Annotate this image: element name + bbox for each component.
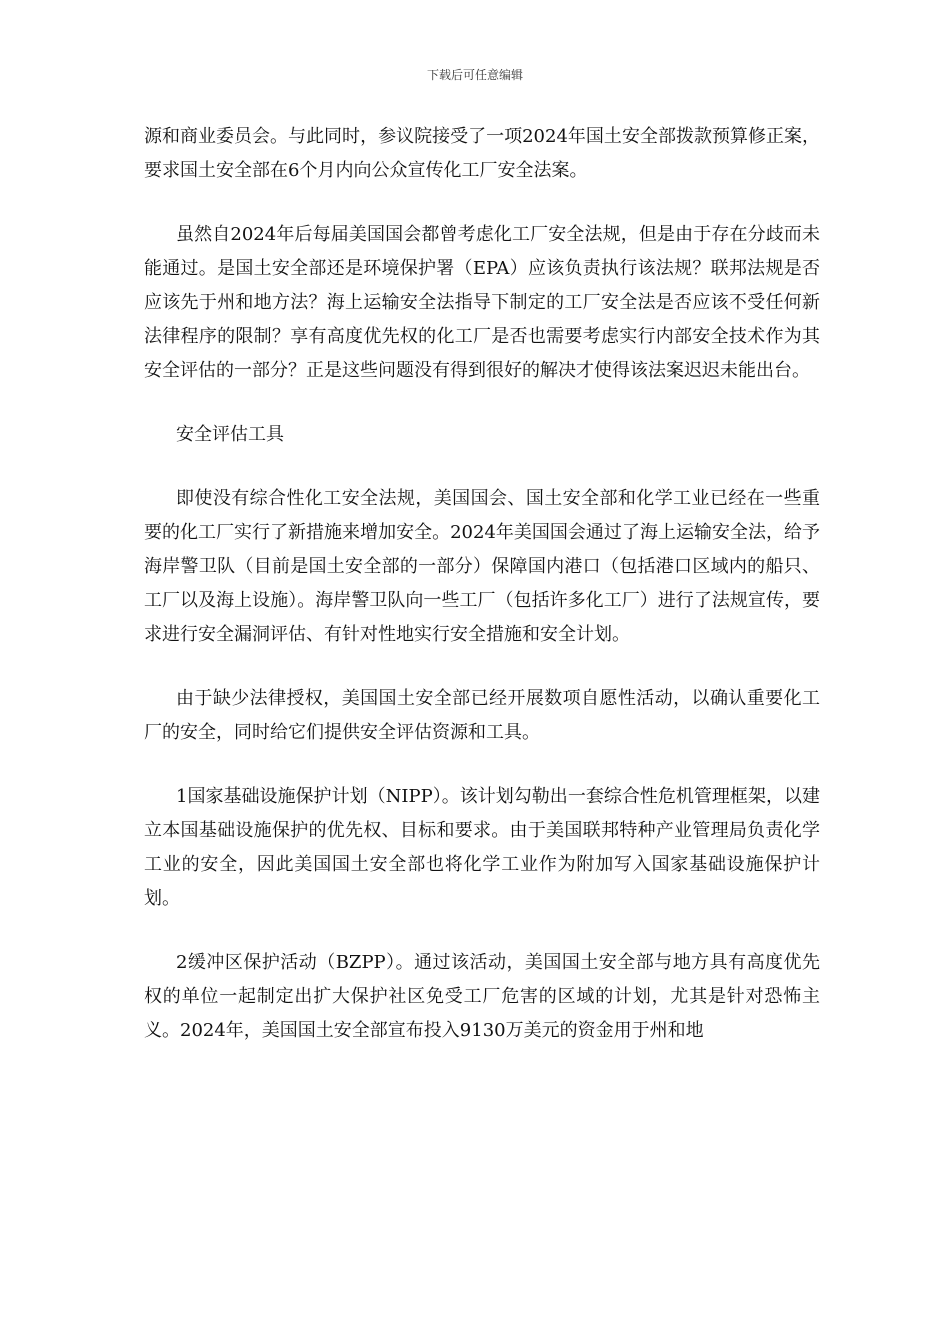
- paragraph-nipp: 1国家基础设施保护计划（NIPP）。该计划勾勒出一套综合性危机管理框架，以建立本国基础设施保护的优先权、目标和要求。由于美国联邦特种产业管理局负责化学工业的安全，因此美国国土安全部也将化学工业作为附加写入国家基础设施保护计划。: [144, 786, 820, 909]
- paragraph-voluntary-activities: 由于缺少法律授权，美国国土安全部已经开展数项自愿性活动，以确认重要化工厂的安全，同时给它们提供安全评估资源和工具。: [144, 688, 820, 743]
- paragraph-continuation: 源和商业委员会。与此同时，参议院接受了一项2024年国土安全部拨款预算修正案，要求国土安全部在6个月内向公众宣传化工厂安全法案。: [144, 126, 820, 181]
- paragraph-bzpp: 2缓冲区保护活动（BZPP）。通过该活动，美国国土安全部与地方具有高度优先权的单位一起制定出扩大保护社区免受工厂危害的区域的计划，尤其是针对恐怖主义。2024年，美国国土安全部宣布投入9130万美元的资金用于州和地: [144, 952, 820, 1041]
- page-header: 下载后可任意编辑: [426, 68, 523, 82]
- section-heading-assessment-tools: 安全评估工具: [176, 424, 284, 445]
- paragraph-maritime-security: 即使没有综合性化工安全法规，美国国会、国土安全部和化学工业已经在一些重要的化工厂实行了新措施来增加安全。2024年美国国会通过了海上运输安全法，给予海岸警卫队（目前是国土安全部的一部分）保障国内港口（包括港口区域内的船只、工厂以及海上设施）。海岸警卫队向一些工厂（包括许多化工厂）进行了法规宣传，要求进行安全漏洞评估、有针对性地实行安全措施和安全计划。: [144, 488, 820, 645]
- document-body: [144, 120, 820, 1078]
- paragraph-legislation-debate: 虽然自2024年后每届美国国会都曾考虑化工厂安全法规，但是由于存在分歧而未能通过。是国土安全部还是环境保护署（EPA）应该负责执行该法规？联邦法规是否应该先于州和地方法？海上运输安全法指导下制定的工厂安全法是否应该不受任何新法律程序的限制？享有高度优先权的化工厂是否也需要考虑实行内部安全技术作为其安全评估的一部分？正是这些问题没有得到很好的解决才使得该法案迟迟未能出台。: [144, 224, 820, 381]
